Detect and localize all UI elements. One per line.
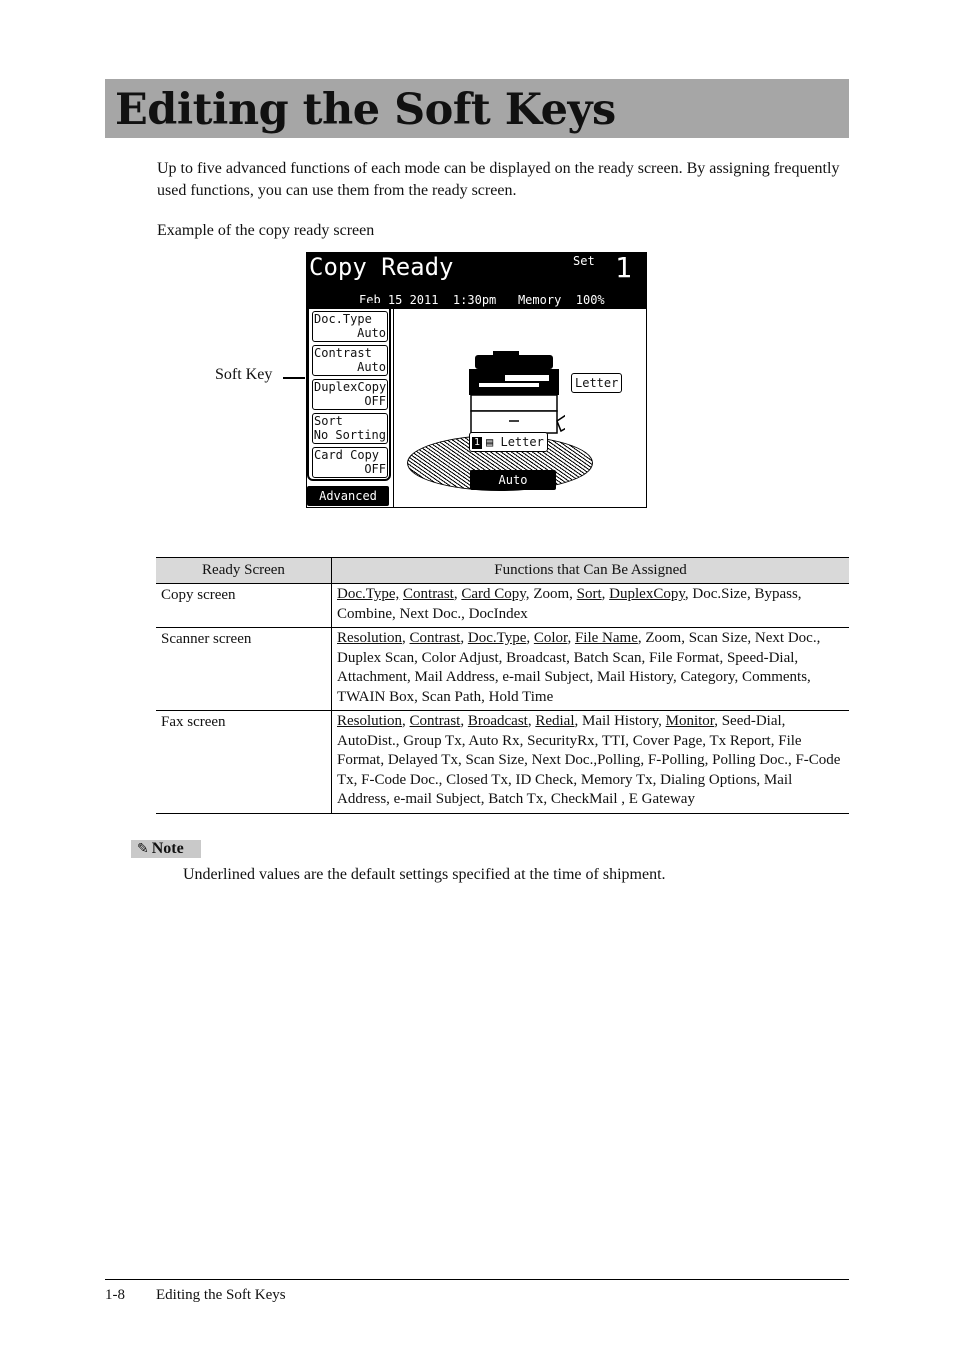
default-function: Color [533,630,568,646]
softkey-value: Auto [357,326,386,340]
softkey-label: DuplexCopy [314,380,387,394]
default-function: Sort [576,586,602,602]
softkey-group [307,303,391,481]
copy-ready-screen-illustration [306,252,647,508]
ready-screen-cell: Fax screen [156,711,332,814]
table-row [156,584,849,628]
paper-size-badge[interactable]: Letter [571,373,622,393]
softkey-value: Auto [357,360,386,374]
default-function: File Name [574,630,638,646]
default-function: Broadcast [467,713,528,729]
table-row [156,628,849,711]
tray-paper-label: Letter [500,435,544,449]
ready-screen-cell: Scanner screen [156,628,332,711]
page-title: Editing the Soft Keys [115,85,616,135]
tray-selector[interactable] [469,432,548,452]
default-function: Contrast [409,630,461,646]
function-text: , [460,630,468,646]
tray-list-icon: ▤ [486,435,494,449]
softkey-value: OFF [364,462,386,476]
softkey-label: Card Copy [314,448,380,462]
functions-cell [332,584,850,628]
lcd-status-line: Feb 15 2011 1:30pm Memory 100% [359,293,605,307]
default-function: Doc.Type, [337,586,400,602]
softkey-value: OFF [364,394,386,408]
tray-number: 1 [473,437,481,448]
function-text: , [402,630,410,646]
note-text: Underlined values are the default settings specified at the time of shipment. [183,866,666,883]
function-text: , Doc.Size, Bypass, Combine, Next Doc., DocIndex [337,586,802,622]
function-text: , [567,630,575,646]
function-text: , Seed-Dial, AutoDist., Group Tx, Auto Rx, SecurityRx, TTI, Cover Page, Tx Report, File Format, Delayed Tx, Scan Size, Next Doc.,Polling, F-Polling, Polling Doc., F-Code Tx, F-Code Doc., Closed Tx, ID Check, Memory Tx, Dialing Options, Mail Address, e-mail Subject, Batch Tx, CheckMail , E Gateway [337,713,841,807]
functions-cell [332,711,850,814]
function-text: , [402,713,410,729]
footer-title: Editing the Soft Keys [156,1287,286,1303]
functions-cell [332,628,850,711]
footer-rule [105,1279,849,1280]
softkey-label: Sort [314,414,343,428]
example-caption: Example of the copy ready screen [157,222,375,239]
default-function: Doc.Type [467,630,527,646]
intro-paragraph: Up to five advanced functions of each mode can be displayed on the ready screen. By assigning frequently used functions, you can use them from the ready screen. [157,160,840,199]
lcd-divider [393,309,394,508]
function-text: , [526,630,534,646]
callout-line [283,377,305,379]
function-text: , [453,586,462,602]
softkey-doc-type[interactable] [312,311,388,342]
soft-key-function-table [156,557,849,814]
note-badge [131,840,201,858]
default-function: DuplexCopy [609,586,685,602]
lcd-title: Copy Ready [309,253,454,281]
softkey-callout-label: Soft Key [215,366,273,383]
default-function: Card Copy, [461,586,530,602]
softkey-duplex-copy[interactable] [312,379,388,410]
softkey-value: No Sorting [313,428,386,442]
default-function: Resolution [337,630,403,646]
note-label: Note [151,840,184,857]
lcd-set-label: Set [573,254,595,268]
function-text: , Mail History, [574,713,666,729]
softkey-label: Doc.Type [314,312,372,326]
function-text: , [460,713,468,729]
title-band [105,79,849,138]
footer-page-number: 1-8 [105,1287,125,1303]
ready-screen-cell: Copy screen [156,584,332,628]
auto-button[interactable]: Auto [470,470,556,490]
copier-machine-icon [465,351,565,443]
softkey-sort[interactable] [312,413,388,444]
column-header-ready-screen: Ready Screen [156,558,332,584]
column-header-functions: Functions that Can Be Assigned [332,558,850,584]
pencil-icon: ✎ [137,842,149,857]
table-row [156,711,849,814]
function-text: , Zoom, Scan Size, Next Doc., Duplex Scan, Color Adjust, Broadcast, Batch Scan, File Format, Speed-Dial, Attachment, Mail Address, e-mail Subject, Mail History, Category, Comments, TWAIN Box, Scan Path, Hold Time [337,630,821,705]
lcd-header [307,253,646,309]
function-text: , [527,713,536,729]
default-function: Resolution [337,713,403,729]
default-function: Monitor [665,713,715,729]
default-function: Contrast [403,586,454,602]
default-function: Contrast [409,713,461,729]
table-header-row [156,558,849,584]
softkey-card-copy[interactable] [312,447,388,478]
softkey-contrast[interactable] [312,345,388,376]
lcd-copy-count: 1 [615,252,632,284]
function-text: Zoom, [529,586,577,602]
function-text: , [601,586,610,602]
advanced-button[interactable]: Advanced [307,486,389,506]
default-function: Redial [535,713,575,729]
softkey-label: Contrast [314,346,372,360]
